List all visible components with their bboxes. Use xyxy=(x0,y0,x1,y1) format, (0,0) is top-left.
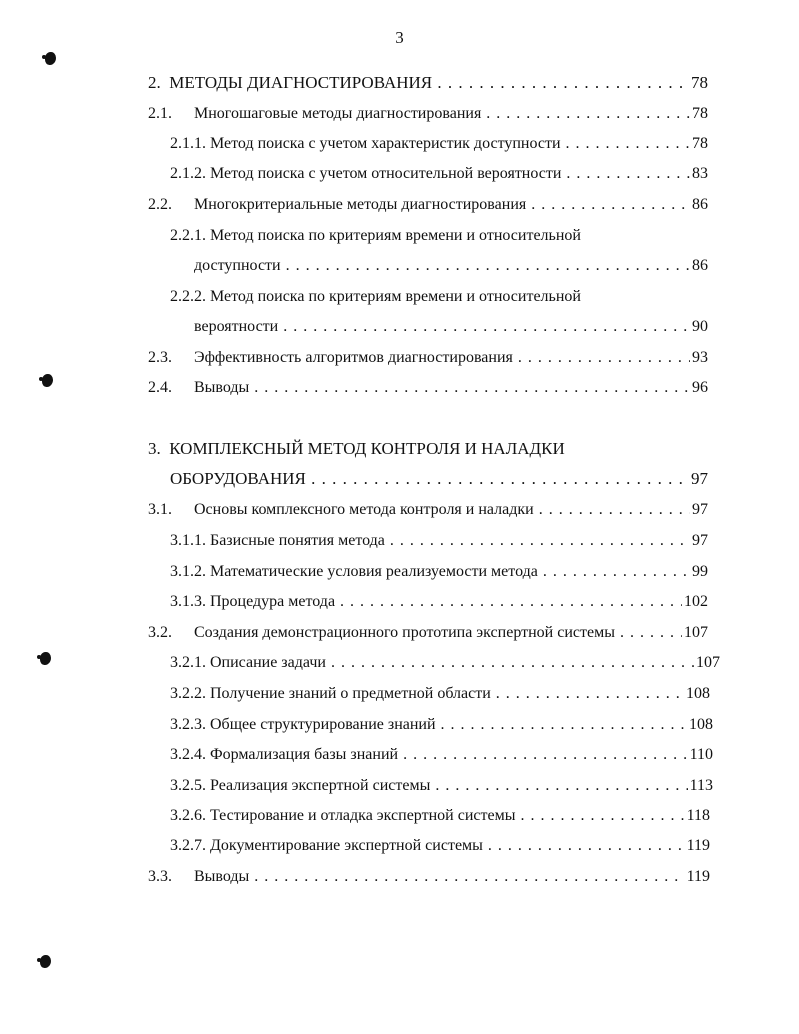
binding-hole-mark xyxy=(40,652,51,665)
binding-hole-mark xyxy=(45,52,56,65)
toc-entry: 102 3.1.3. Процедура метода . . . xyxy=(170,591,708,613)
toc-entry: 90 вероятности . . . xyxy=(194,316,708,338)
toc-entry: 78 2.1. Многошаговые методы диагностирования . . . xyxy=(148,103,708,125)
toc-entry: 107 3.2. Создания демонстрационного прототипа экспертной системы . . . xyxy=(148,622,708,644)
toc-entry: 97 3.1. Основы комплексного метода контроля и наладки . . . xyxy=(148,499,708,521)
toc-entry-title: 2.2.1. Метод поиска по критериям времени и относительной xyxy=(170,227,581,244)
binding-hole-mark xyxy=(42,374,53,387)
toc-entry: 97 3.1.1. Базисные понятия метода . . . xyxy=(170,530,708,552)
page-number: 3 xyxy=(395,28,404,47)
toc-entry: 119 3.2.7. Документирование экспертной системы . . . xyxy=(170,835,710,857)
toc-entry: 113 3.2.5. Реализация экспертной системы . . . xyxy=(170,775,713,797)
toc-entry: 118 3.2.6. Тестирование и отладка экспертной системы . . . xyxy=(170,805,710,827)
toc-entry: 86 доступности . . . xyxy=(194,255,708,277)
toc-entry: 97 ОБОРУДОВАНИЯ . . . xyxy=(170,468,708,490)
toc-entry-title: 2.2.2. Метод поиска по критериям времени и относительной xyxy=(170,288,581,305)
toc-entry: 93 2.3. Эффективность алгоритмов диагностирования . . . xyxy=(148,347,708,369)
toc-entry: 108 3.2.2. Получение знаний о предметной области . . . xyxy=(170,683,710,705)
toc-entry: 110 3.2.4. Формализация базы знаний . . . xyxy=(170,744,713,766)
binding-hole-mark xyxy=(40,955,51,968)
toc-entry: 96 2.4. Выводы . . . xyxy=(148,377,708,399)
toc-entry: 107 3.2.1. Описание задачи . . . xyxy=(170,652,720,674)
toc-entry-title: 3. КОМПЛЕКСНЫЙ МЕТОД КОНТРОЛЯ И НАЛАДКИ xyxy=(148,439,565,458)
toc-entry: 99 3.1.2. Математические условия реализуемости метода . . . xyxy=(170,561,708,583)
toc-entry: 86 2.2. Многокритериальные методы диагностирования . . . xyxy=(148,194,708,216)
toc-entry: 78 2.1.1. Метод поиска с учетом характеристик доступности . . . xyxy=(170,133,708,155)
toc-entry: 108 3.2.3. Общее структурирование знаний . . . xyxy=(170,714,713,736)
toc-entry: 83 2.1.2. Метод поиска с учетом относительной вероятности . . . xyxy=(170,163,708,185)
toc-entry: 78 2. МЕТОДЫ ДИАГНОСТИРОВАНИЯ . . . xyxy=(148,72,708,94)
toc-entry: 119 3.3. Выводы . . . xyxy=(148,866,710,888)
